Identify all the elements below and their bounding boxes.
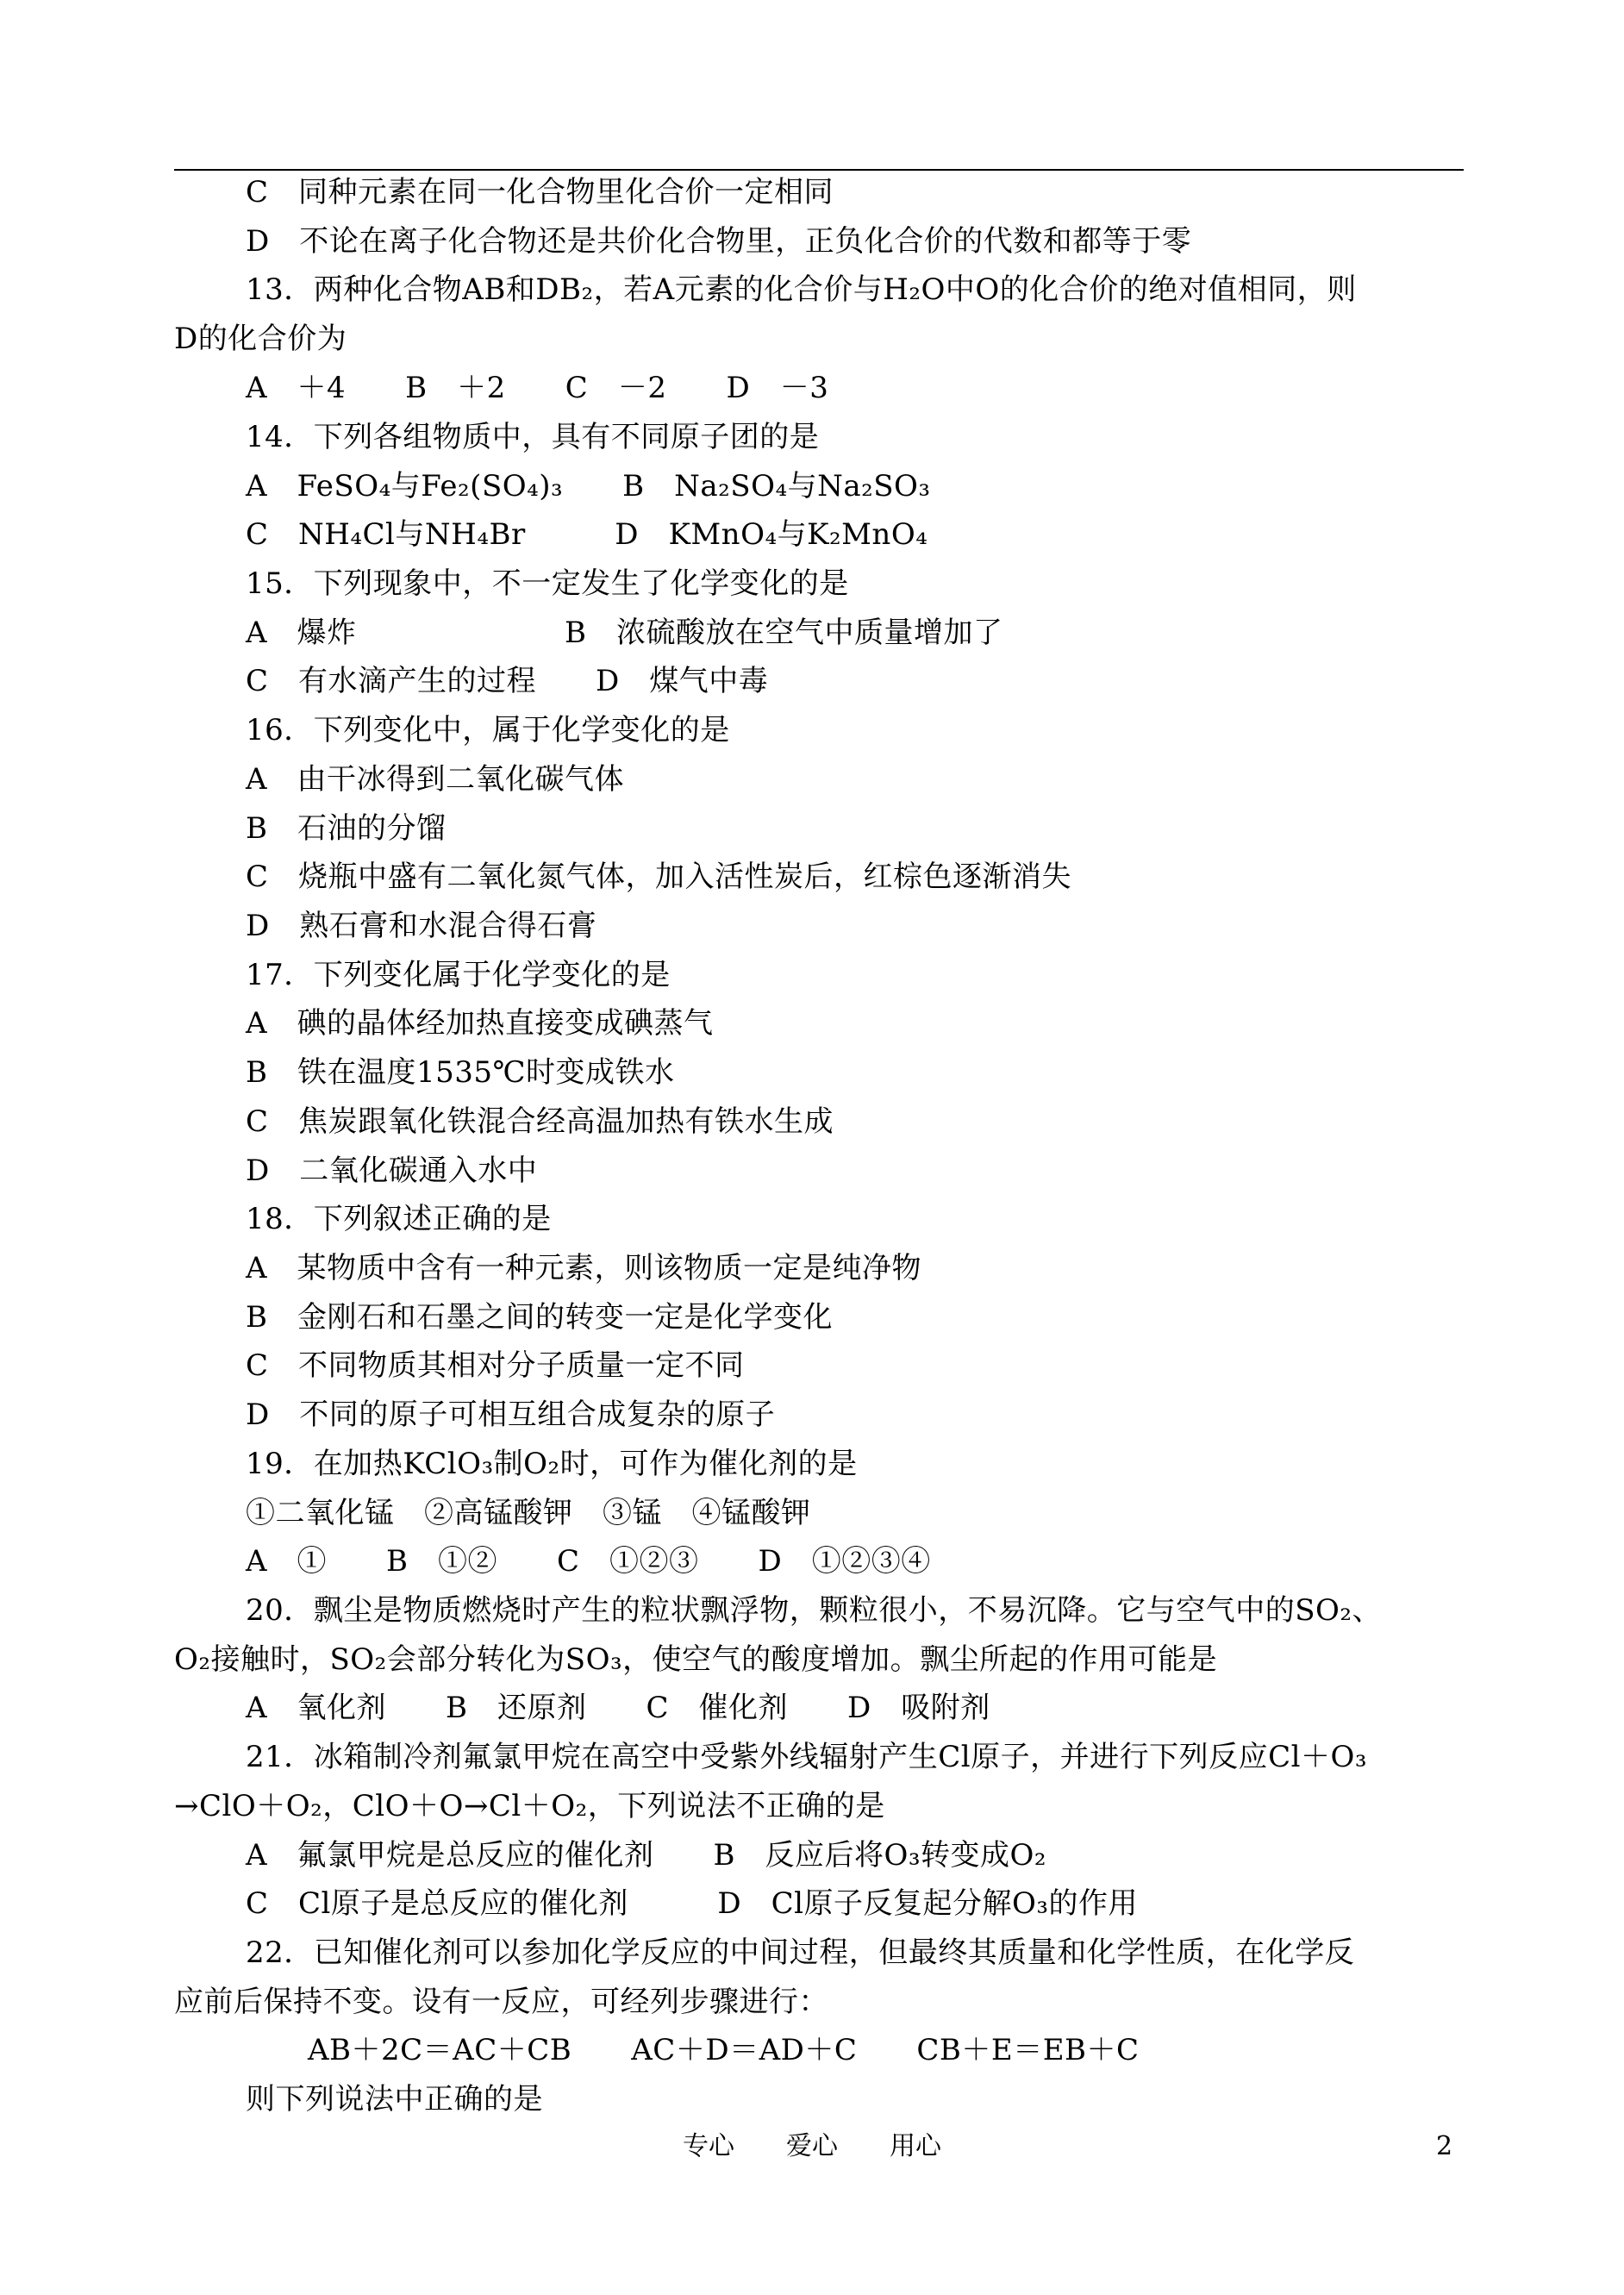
text-line-16: D 熟石膏和水混合得石膏	[246, 909, 597, 943]
text-line-33: 21．冰箱制冷剂氟氯甲烷在高空中受紫外线辐射产生Cl原子，并进行下列反应Cl＋O₃	[246, 1740, 1368, 1774]
text-line-39: AB＋2C＝AC＋CB AC＋D＝AD＋C CB＋E＝EB＋C	[308, 2033, 1140, 2067]
text-line-7: A FeSO₄与Fe₂(SO₄)₃ B Na₂SO₄与Na₂SO₃	[246, 469, 931, 503]
text-line-23: A 某物质中含有一种元素，则该物质一定是纯净物	[246, 1251, 922, 1285]
text-line-12: 16．下列变化中，属于化学变化的是	[246, 713, 730, 747]
text-line-25: C 不同物质其相对分子质量一定不同	[246, 1348, 745, 1383]
footer-motto: 专心 爱心 用心	[683, 2131, 941, 2161]
text-line-11: C 有水滴产生的过程 D 煤气中毒	[246, 664, 769, 698]
text-line-40: 则下列说法中正确的是	[246, 2082, 543, 2117]
text-line-4: D的化合价为	[174, 322, 347, 356]
text-line-26: D 不同的原子可相互组合成复杂的原子	[246, 1398, 776, 1432]
text-line-17: 17．下列变化属于化学变化的是	[246, 958, 671, 992]
text-line-6: 14．下列各组物质中，具有不同原子团的是	[246, 420, 820, 454]
text-line-8: C NH₄Cl与NH₄Br D KMnO₄与K₂MnO₄	[246, 517, 928, 552]
text-line-5: A ＋4 B ＋2 C －2 D －3	[246, 371, 829, 405]
text-line-37: 22．已知催化剂可以参加化学反应的中间过程，但最终其质量和化学性质，在化学反	[246, 1935, 1355, 1970]
text-line-29: A ① B ①② C ①②③ D ①②③④	[246, 1544, 931, 1579]
text-line-32: A 氧化剂 B 还原剂 C 催化剂 D 吸附剂	[246, 1691, 990, 1725]
text-line-19: B 铁在温度1535℃时变成铁水	[246, 1055, 675, 1090]
text-line-1: C 同种元素在同一化合物里化合价一定相同	[246, 175, 834, 209]
text-line-28: ①二氧化锰 ②高锰酸钾 ③锰 ④锰酸钾	[246, 1496, 811, 1530]
text-line-2: D 不论在离子化合物还是共价化合物里，正负化合价的代数和都等于零	[246, 224, 1192, 259]
text-line-22: 18．下列叙述正确的是	[246, 1202, 552, 1236]
text-line-38: 应前后保持不变。设有一反应，可经列步骤进行：	[174, 1985, 828, 2019]
text-line-18: A 碘的晶体经加热直接变成碘蒸气	[246, 1006, 714, 1041]
text-line-15: C 烧瓶中盛有二氧化氮气体，加入活性炭后，红棕色逐渐消失	[246, 860, 1072, 894]
text-line-14: B 石油的分馏	[246, 811, 447, 846]
text-line-3: 13．两种化合物AB和DB₂，若A元素的化合价与H₂O中O的化合价的绝对值相同，则	[246, 272, 1357, 307]
text-line-9: 15．下列现象中，不一定发生了化学变化的是	[246, 566, 849, 601]
page-number: 2	[1436, 2131, 1453, 2161]
header-rule	[174, 169, 1464, 171]
text-line-35: A 氟氯甲烷是总反应的催化剂 B 反应后将O₃转变成O₂	[246, 1838, 1047, 1873]
text-line-24: B 金刚石和石墨之间的转变一定是化学变化	[246, 1300, 833, 1335]
text-line-36: C Cl原子是总反应的催化剂 D Cl原子反复起分解O₃的作用	[246, 1886, 1139, 1921]
text-line-10: A 爆炸 B 浓硫酸放在空气中质量增加了	[246, 616, 1003, 650]
text-line-21: D 二氧化碳通入水中	[246, 1154, 538, 1188]
text-line-34: →ClO＋O₂，ClO＋O→Cl＋O₂，下列说法不正确的是	[174, 1789, 885, 1823]
text-line-13: A 由干冰得到二氧化碳气体	[246, 762, 625, 797]
text-line-31: O₂接触时，SO₂会部分转化为SO₃，使空气的酸度增加。飘尘所起的作用可能是	[174, 1642, 1218, 1677]
text-line-27: 19．在加热KClO₃制O₂时，可作为催化剂的是	[246, 1447, 858, 1481]
text-line-30: 20．飘尘是物质燃烧时产生的粒状飘浮物，颗粒很小，不易沉降。它与空气中的SO₂、	[246, 1593, 1383, 1628]
text-line-20: C 焦炭跟氧化铁混合经高温加热有铁水生成	[246, 1104, 834, 1139]
